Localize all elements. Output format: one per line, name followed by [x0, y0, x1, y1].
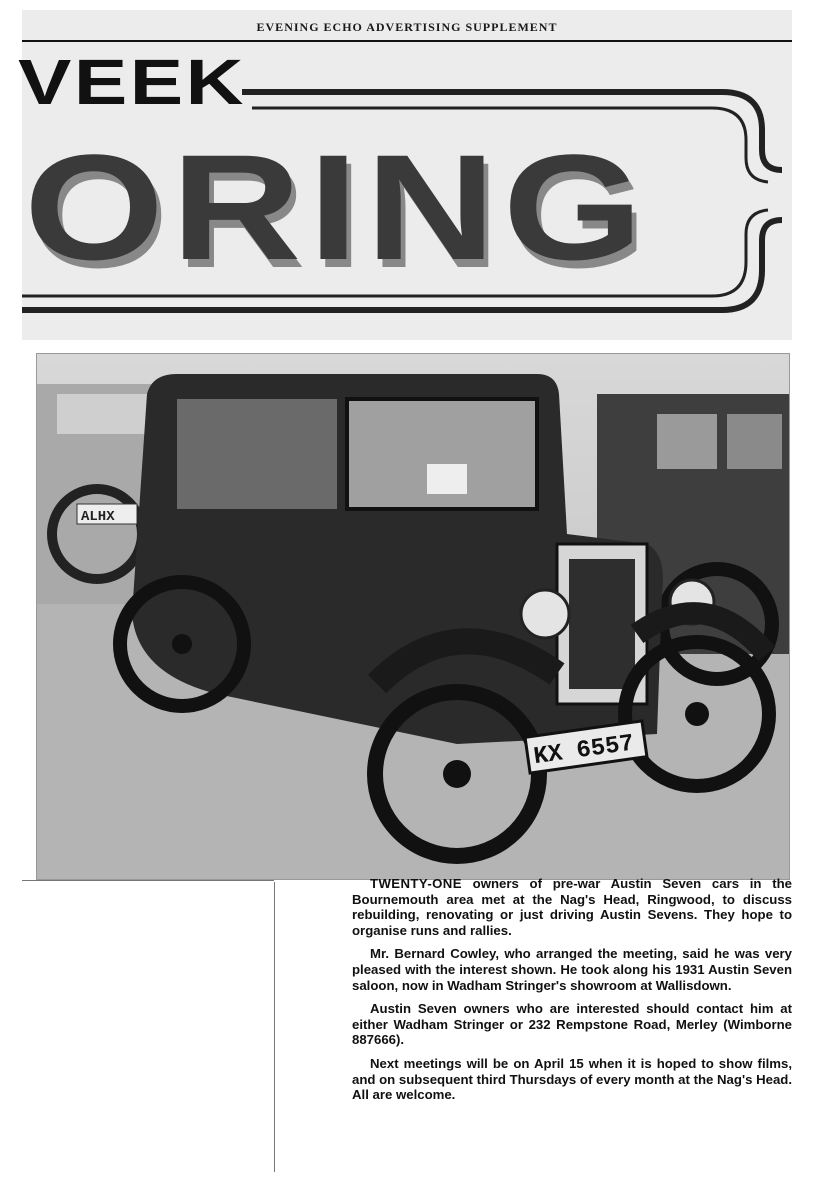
paragraph-2: Mr. Bernard Cowley, who arranged the meeting, said he was very pleased with the interest shown. He took along his 1931 Austin Seven saloon, now in Wadham Stringer's showroom at Wallisdown. [352, 946, 792, 993]
masthead-week: VEEK [18, 46, 246, 118]
paragraph-1-text: owners of pre-war Austin Seven cars in the Bournemouth area met at the Nag's Head, Ringwood, to discuss rebuilding, renovating or just driving Austin Sevens. They hope to organise runs and rallies. [352, 876, 792, 938]
newspaper-clipping [18, 10, 792, 1160]
paragraph-1 [352, 876, 792, 938]
masthead-panel [18, 10, 792, 340]
masthead-motoring: ORING [24, 123, 651, 291]
paragraph-3: Austin Seven owners who are interested should contact him at either Wadham Stringer or 232 Rempstone Road, Merley (Wimborne 887666). [352, 1001, 792, 1048]
left-car-plate: ALHX [81, 509, 115, 525]
main-car-plate: KX 6557 [532, 730, 636, 772]
paragraph-4: Next meetings will be on April 15 when it is hoped to show films, and on subsequent third Thursdays of every month at the Nag's Head. All are welcome. [352, 1055, 792, 1103]
column-rule-top [22, 880, 274, 881]
austin-seven-photo [36, 353, 790, 880]
supplement-title: EVENING ECHO ADVERTISING SUPPLEMENT [256, 20, 558, 34]
masthead-swirl-lines [22, 10, 792, 340]
column-rule-side [274, 882, 275, 1172]
article-body [352, 876, 792, 1111]
lead-word: TWENTY-ONE [370, 876, 462, 891]
